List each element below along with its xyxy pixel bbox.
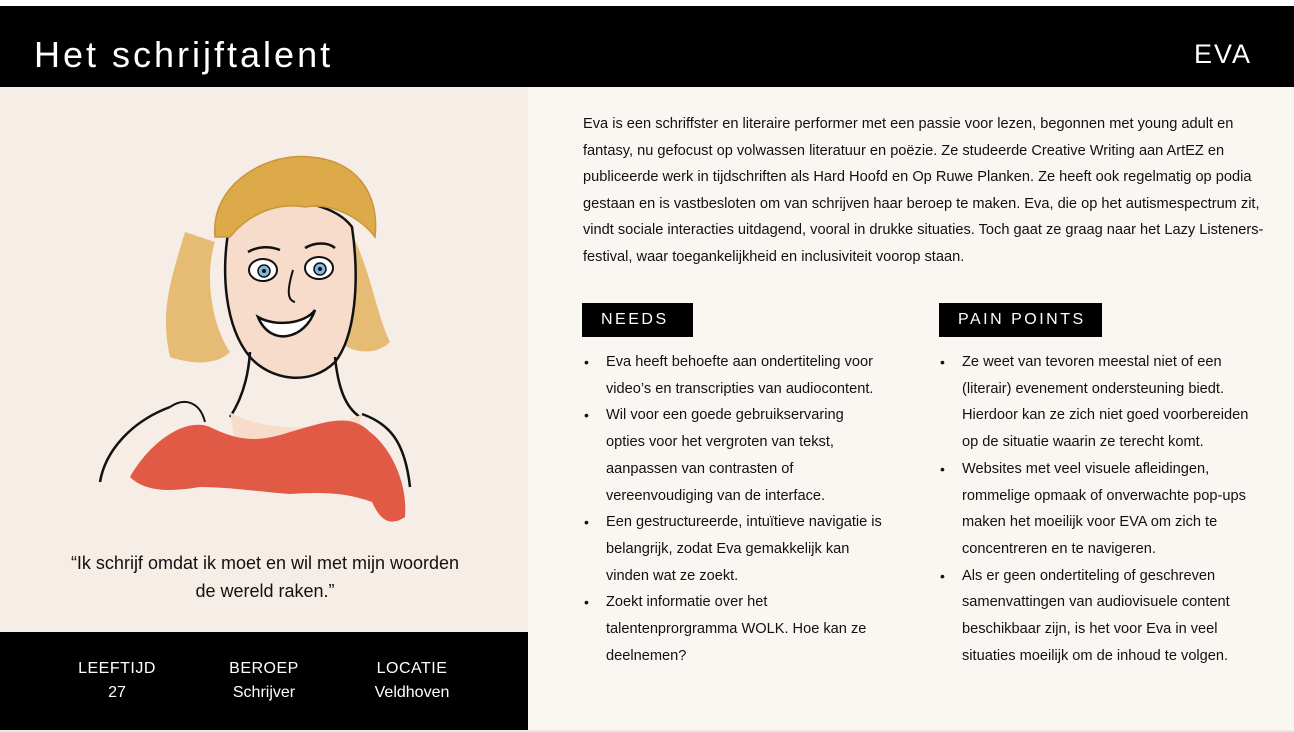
list-item: [582, 402, 882, 509]
list-item: [582, 349, 882, 402]
persona-name: EVA: [1193, 39, 1252, 69]
list-item: [938, 456, 1268, 563]
persona-illustration: [90, 142, 430, 537]
pain-points-list: [938, 349, 1268, 669]
need-text: Wil voor een goede gebruikservaring opties voor het vergroten van tekst, aanpassen van contrasten of vereenvoudiging van de interface.: [606, 407, 844, 504]
bullet-icon: •: [940, 460, 945, 477]
need-text: Eva heeft behoefte aan ondertiteling voor video’s en transcripties van audiocontent.: [606, 354, 874, 397]
stat-profession-value: Schrijver: [232, 684, 296, 701]
pain-points-heading: PAIN POINTS: [939, 303, 1102, 337]
pain-point-text: Websites met veel visuele afleidingen, rommelige opmaak of onverwachte pop-ups maken het moeilijk voor EVA om zich te concentreren en te navigeren.: [962, 460, 1246, 557]
need-text: Een gestructureerde, intuïtieve navigatie is belangrijk, zodat Eva gemakkelijk kan vinden wat ze zoekt.: [606, 514, 882, 584]
persona-stats-bar: [0, 632, 528, 730]
list-item: [582, 509, 882, 589]
bullet-icon: •: [584, 514, 589, 531]
bullet-icon: •: [940, 567, 945, 584]
stat-location: [342, 657, 482, 705]
bullet-icon: •: [584, 407, 589, 424]
page-title: Het schrijftalent: [34, 34, 334, 75]
persona-bio: Eva is een schriffster en literaire performer met een passie voor lezen, begonnen met young adult en fantasy, nu gefocust op volwassen literatuur en poëzie. Ze studeerde Creative Writing aan ArtEZ en publiceerde werk in tijdschriften als Hard Hoofd en Op Ruwe Planken. Ze heeft ook regelmatig op podia gestaan en is vastbesloten om van schrijven haar beroep te maken. Eva, die op het autismespectrum zit, vindt sociale interacties uitdagend, vooral in drukke situaties. Toch gaat ze graag naar het Lazy Listeners-festival, waar toegankelijkheid en inclusiviteit voorop staan.: [583, 116, 1264, 265]
pain-point-text: Als er geen ondertiteling of geschreven samenvattingen van audiovisuele content beschikbaar zijn, is het voor Eva in veel situaties moeilijk om de inhoud te volgen.: [962, 567, 1230, 664]
stat-profession: [194, 657, 334, 705]
persona-details-panel: [528, 87, 1294, 730]
stat-age-value: 27: [108, 684, 126, 701]
bullet-icon: •: [940, 354, 945, 370]
persona-portrait-panel: [0, 87, 528, 632]
pain-point-text: Ze weet van tevoren meestal niet of een (literair) evenement ondersteuning biedt. Hierdoor kan ze zich niet goed voorbereiden op de situatie waarin ze terecht komt.: [962, 354, 1249, 451]
bullet-icon: •: [584, 594, 589, 611]
persona-quote: “Ik schrijf omdat ik moet en wil met mijn woorden de wereld raken.”: [70, 553, 460, 601]
bullet-icon: •: [584, 354, 589, 370]
needs-list: [582, 349, 882, 669]
stat-location-value: Veldhoven: [374, 684, 450, 701]
list-item: [938, 563, 1268, 670]
stat-age-label: LEEFTIJD: [78, 660, 156, 677]
need-text: Zoekt informatie over het talentenprorgramma WOLK. Hoe kan ze deelnemen?: [606, 594, 867, 664]
stat-location-label: LOCATIE: [376, 660, 448, 677]
list-item: [938, 349, 1268, 456]
stat-age: [47, 657, 187, 705]
needs-heading: NEEDS: [582, 303, 693, 337]
stat-profession-label: BEROEP: [229, 660, 299, 677]
list-item: [582, 589, 882, 669]
header-bar: [0, 6, 1294, 87]
